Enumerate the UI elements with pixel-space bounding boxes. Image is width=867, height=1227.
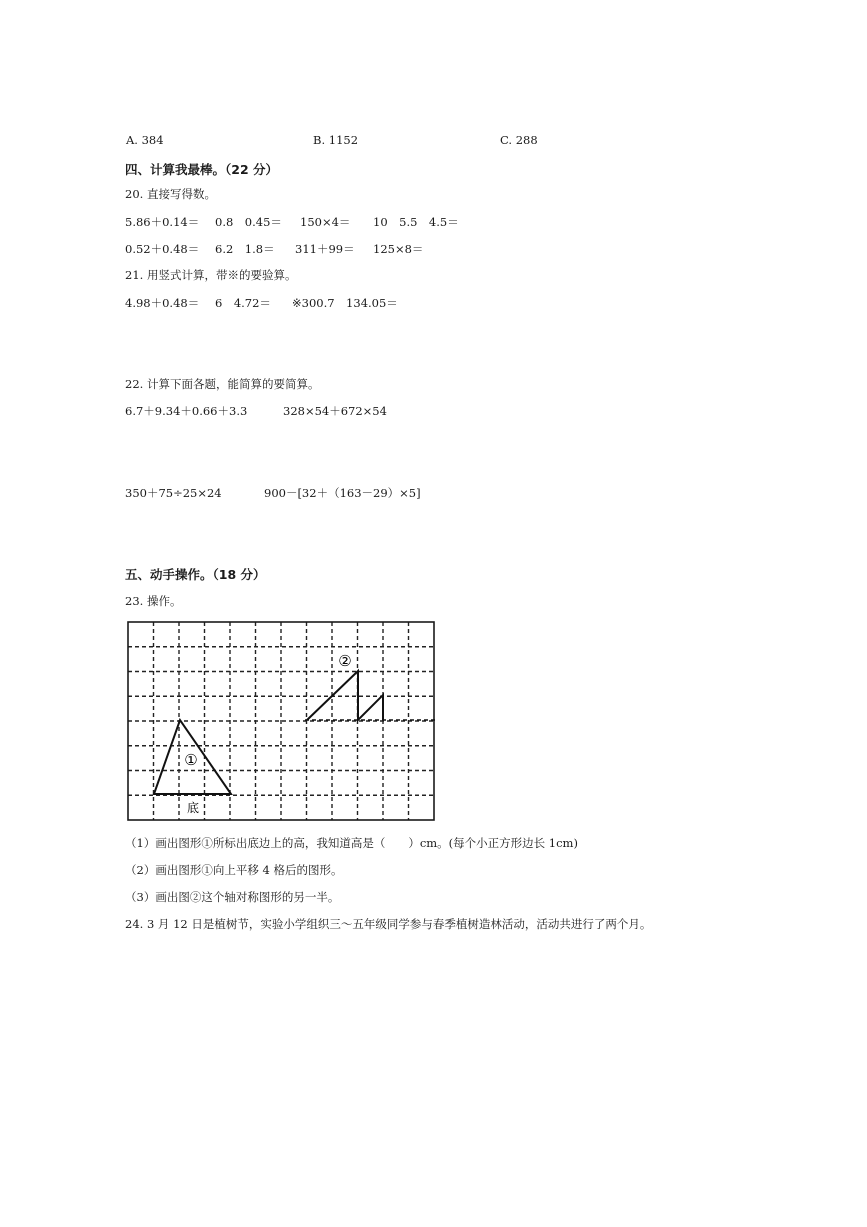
q21-item: ※300.7 134.05＝ xyxy=(292,296,398,310)
q23-item-1: （1）画出图形①所标出底边上的高，我知道高是（ ）cm。(每个小正方形边长 1cm) xyxy=(125,836,578,850)
q22-item: 900－[32＋（163－29）×5] xyxy=(264,486,421,500)
q20-item: 0.52＋0.48＝ xyxy=(125,242,200,256)
grid-lines xyxy=(128,622,434,820)
q24-title: 24. 3 月 12 日是植树节，实验小学组织三～五年级同学参与春季植树造林活动，活动共进行了两个月。 xyxy=(125,917,652,931)
q20-item: 0.8 0.45＝ xyxy=(215,215,282,229)
shape-2-half xyxy=(307,671,383,720)
q20-item: 10 5.5 4.5＝ xyxy=(373,215,459,229)
q21-item: 6 4.72＝ xyxy=(215,296,271,310)
choice-a: A. 384 xyxy=(126,133,164,147)
section4-heading: 四、计算我最棒。（22 分） xyxy=(125,162,278,177)
choice-b: B. 1152 xyxy=(313,133,359,147)
figure-label-2: ② xyxy=(338,652,352,670)
figure-label-1: ① xyxy=(184,751,198,769)
q21-title: 21. 用竖式计算，带※的要验算。 xyxy=(125,268,297,282)
q23-item-3: （3）画出图②这个轴对称图形的另一半。 xyxy=(125,890,340,904)
q22-item: 6.7＋9.34＋0.66＋3.3 xyxy=(125,404,248,418)
q23-title: 23. 操作。 xyxy=(125,594,182,608)
q22-title: 22. 计算下面各题，能简算的要简算。 xyxy=(125,377,320,391)
q22-item: 328×54＋672×54 xyxy=(283,404,387,418)
grid-figure xyxy=(127,621,437,822)
q20-title: 20. 直接写得数。 xyxy=(125,187,216,201)
q22-item: 350＋75÷25×24 xyxy=(125,486,222,500)
q20-item: 6.2 1.8＝ xyxy=(215,242,275,256)
section5-heading: 五、动手操作。（18 分） xyxy=(125,567,266,582)
q20-item: 125×8＝ xyxy=(373,242,424,256)
q20-item: 5.86＋0.14＝ xyxy=(125,215,200,229)
q20-item: 311＋99＝ xyxy=(295,242,355,256)
base-label: 底 xyxy=(186,801,200,815)
q23-item-2: （2）画出图形①向上平移 4 格后的图形。 xyxy=(125,863,343,877)
q21-item: 4.98＋0.48＝ xyxy=(125,296,200,310)
q20-item: 150×4＝ xyxy=(300,215,351,229)
choice-c: C. 288 xyxy=(500,133,538,147)
